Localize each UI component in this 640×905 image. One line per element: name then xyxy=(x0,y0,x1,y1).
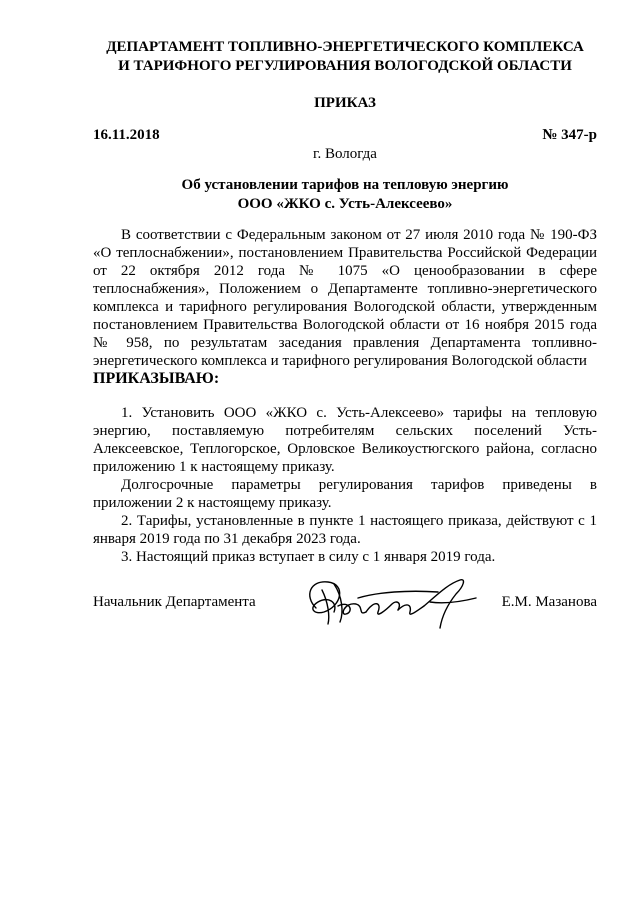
document-number: № 347-р xyxy=(542,127,597,143)
document-subject xyxy=(60,176,630,214)
document-city: г. Вологда xyxy=(313,146,377,162)
organization-header xyxy=(60,38,630,76)
handwritten-signature-icon xyxy=(298,572,483,632)
preamble-paragraph: В соответствии с Федеральным законом от 27 июля 2010 года № 190-ФЗ «О теплоснабжении», постановлением Правительства Российской Федерации от 22 октября 2012 года № 1075 «О ценообразовании в сфере теплоснабжения», Положением о Департаменте топливно-энергетического комплекса и тарифного регулирования Вологодской области, утвержденным постановлением Правительства Вологодской области от 16 ноября 2015 года № 958, по результатам заседания правления Департамента топливно-энергетического комплекса и тарифного регулирования Вологодской области xyxy=(93,227,597,369)
document-date: 16.11.2018 xyxy=(93,127,160,143)
subject-line-2: ООО «ЖКО с. Усть-Алексеево» xyxy=(237,196,453,212)
order-item: 2. Тарифы, установленные в пункте 1 настоящего приказа, действуют с 1 января 2019 года по 31 декабря 2023 года. xyxy=(93,513,597,547)
order-items xyxy=(93,404,597,566)
order-item: 3. Настоящий приказ вступает в силу с 1 января 2019 года. xyxy=(121,549,496,565)
signer-position: Начальник Департамента xyxy=(93,594,256,610)
order-item: 1. Установить ООО «ЖКО с. Усть-Алексеево» тарифы на тепловую энергию, поставляемую потребителям сельских поселений Усть-Алексеевское, Теплогорское, Орловское Великоустюгского района, согласно приложению 1 к настоящему приказу. xyxy=(93,405,597,475)
subject-line-1: Об установлении тарифов на тепловую энергию xyxy=(181,177,509,193)
document-type: ПРИКАЗ xyxy=(314,95,376,111)
org-line-1: ДЕПАРТАМЕНТ ТОПЛИВНО-ЭНЕРГЕТИЧЕСКОГО КОМПЛЕКСА xyxy=(106,39,584,55)
org-line-2: И ТАРИФНОГО РЕГУЛИРОВАНИЯ ВОЛОГОДСКОЙ ОБЛАСТИ xyxy=(118,58,572,74)
date-number-row xyxy=(93,126,597,145)
decree-word: ПРИКАЗЫВАЮ: xyxy=(93,370,220,387)
signer-name: Е.М. Мазанова xyxy=(501,594,597,610)
order-item: Долгосрочные параметры регулирования тарифов приведены в приложении 2 к настоящему приказу. xyxy=(93,477,597,511)
